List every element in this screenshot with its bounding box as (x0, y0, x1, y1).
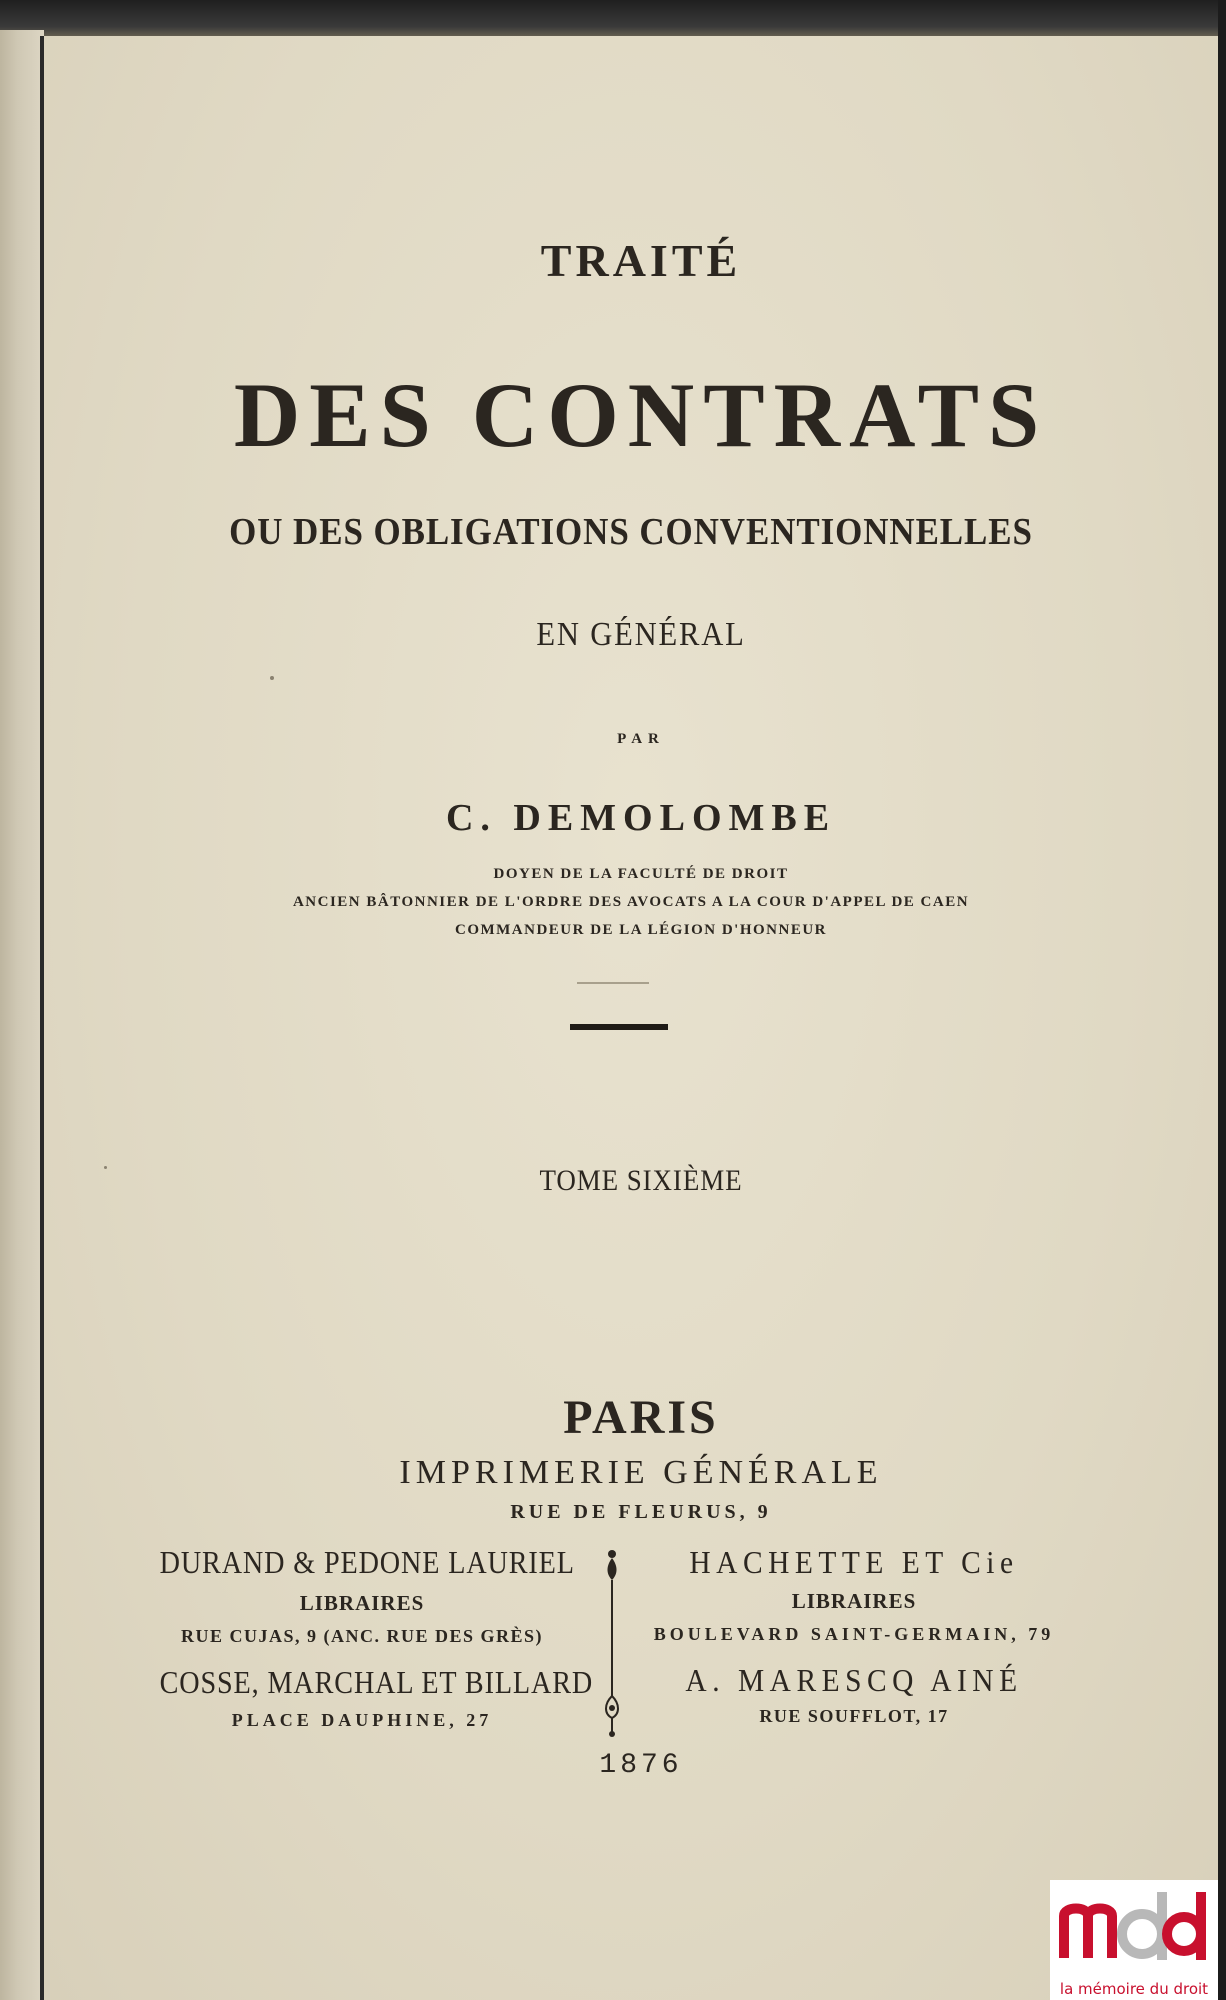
mdd-logo-icon (1058, 1886, 1210, 1966)
page-gutter (0, 30, 44, 2000)
thick-rule (570, 1024, 668, 1030)
right-publisher-2: A. MARESCQ AINÉ (685, 1662, 1023, 1698)
left-publisher-1-role: LIBRAIRES (299, 1591, 425, 1615)
volume-label: TOME SIXIÈME (539, 1164, 743, 1197)
scan-right-border (1218, 0, 1226, 2000)
right-publisher-1-address: BOULEVARD SAINT-GERMAIN, 79 (653, 1624, 1055, 1644)
printer-name: IMPRIMERIE GÉNÉRALE (399, 1454, 883, 1491)
left-publisher-1-address: RUE CUJAS, 9 (ANC. RUE DES GRÈS) (180, 1626, 544, 1646)
subtitle-2: EN GÉNÉRAL (536, 616, 746, 653)
pre-title: TRAITÉ (540, 235, 742, 286)
author-title: DOYEN DE LA FACULTÉ DE DROIT (493, 866, 789, 882)
mdd-watermark (1050, 1880, 1218, 2000)
main-title: DES CONTRATS (233, 364, 1049, 466)
author-title: COMMANDEUR DE LA LÉGION D'HONNEUR (454, 922, 827, 938)
paper-speck (104, 1166, 107, 1169)
watermark-caption: la mémoire du droit (1059, 1980, 1209, 1998)
thin-rule (577, 982, 649, 984)
right-publisher-1: HACHETTE ET Cie (689, 1544, 1019, 1580)
right-publisher-2-address: RUE SOUFFLOT, 17 (759, 1706, 949, 1726)
scan-top-border (0, 0, 1226, 38)
right-publisher-1-role: LIBRAIRES (791, 1589, 917, 1613)
by-line: PAR (617, 731, 665, 747)
author-name: C. DEMOLOMBE (445, 797, 837, 839)
author-title: ANCIEN BÂTONNIER DE L'ORDRE DES AVOCATS A LA COUR D'APPEL DE CAEN (292, 894, 970, 910)
left-publisher-2-address: PLACE DAUPHINE, 27 (231, 1710, 493, 1730)
publication-year: 1876 (599, 1750, 683, 1781)
ornamental-divider (600, 1548, 624, 1738)
title-page (44, 36, 1218, 2000)
left-publisher-1: DURAND & PEDONE LAURIEL (159, 1544, 575, 1580)
imprint-city: PARIS (563, 1391, 719, 1444)
left-publisher-2: COSSE, MARCHAL ET BILLARD (159, 1664, 594, 1700)
subtitle: OU DES OBLIGATIONS CONVENTIONNELLES (229, 511, 1033, 553)
paper-speck (270, 676, 274, 680)
printer-address: RUE DE FLEURUS, 9 (510, 1501, 772, 1523)
